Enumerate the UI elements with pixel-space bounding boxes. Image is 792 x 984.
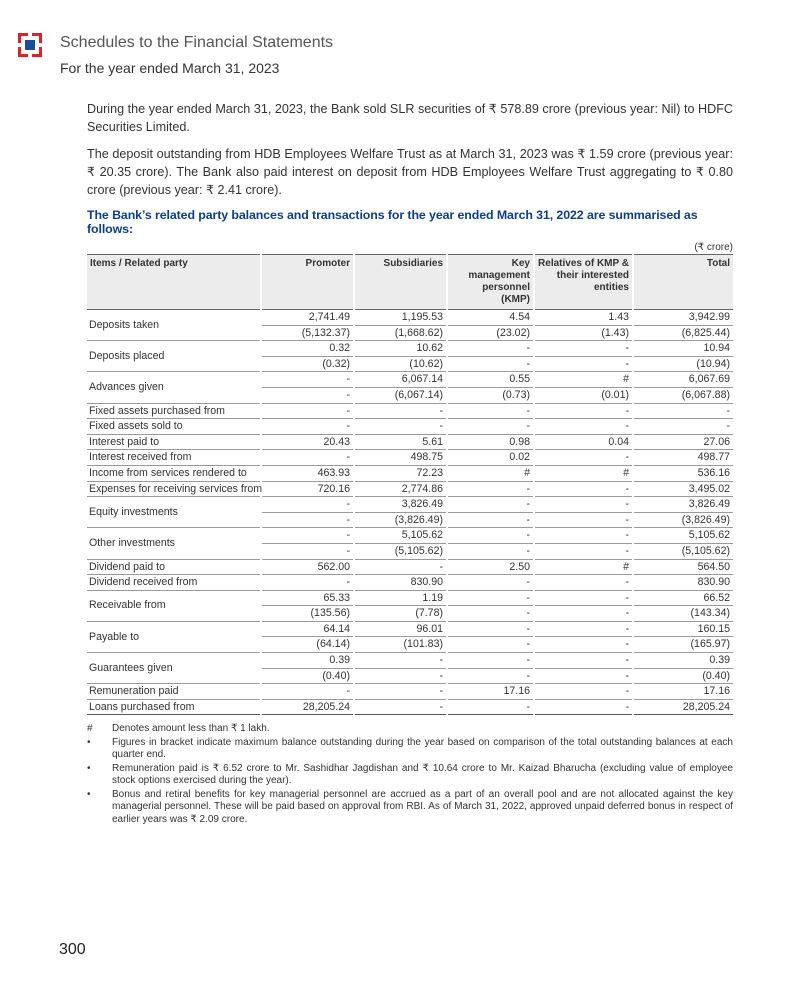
- table-cell: -: [447, 606, 534, 622]
- footnotes: [87, 723, 733, 826]
- table-cell: 66.52: [633, 590, 733, 606]
- table-row: [87, 465, 733, 481]
- table-cell: 830.90: [354, 575, 447, 591]
- table-row: [87, 450, 733, 466]
- column-header: Key management personnel (KMP): [447, 255, 534, 310]
- table-cell: -: [447, 512, 534, 528]
- table-cell: -: [261, 543, 354, 559]
- table-row: [87, 575, 733, 591]
- table-cell: (10.94): [633, 356, 733, 372]
- table-cell: -: [633, 419, 733, 435]
- table-cell: (0.40): [633, 668, 733, 684]
- row-label: Remuneration paid: [87, 684, 261, 700]
- footnote: [87, 763, 733, 788]
- table-cell: 27.06: [633, 434, 733, 450]
- column-header: Total: [633, 255, 733, 310]
- table-cell: 72.23: [354, 465, 447, 481]
- row-label: Guarantees given: [87, 653, 261, 684]
- table-cell: 17.16: [633, 684, 733, 700]
- table-cell: 28,205.24: [261, 699, 354, 715]
- table-cell: (5,105.62): [633, 543, 733, 559]
- table-cell: -: [534, 668, 633, 684]
- table-cell: -: [534, 403, 633, 419]
- table-header-row: [87, 255, 733, 310]
- main-content: [87, 100, 733, 827]
- table-cell: -: [354, 684, 447, 700]
- row-label: Expenses for receiving services from: [87, 481, 261, 497]
- table-cell: (6,067.88): [633, 387, 733, 403]
- table-row: [87, 341, 733, 357]
- table-cell: 0.04: [534, 434, 633, 450]
- table-cell: 6,067.14: [354, 372, 447, 388]
- table-cell: -: [447, 528, 534, 544]
- table-cell: (143.34): [633, 606, 733, 622]
- column-header: Subsidiaries: [354, 255, 447, 310]
- table-cell: 0.55: [447, 372, 534, 388]
- footnote: [87, 737, 733, 762]
- table-cell: #: [534, 465, 633, 481]
- table-cell: (23.02): [447, 325, 534, 341]
- column-header: Promoter: [261, 255, 354, 310]
- footnote-text: Denotes amount less than ₹ 1 lakh.: [112, 723, 270, 735]
- table-cell: 0.39: [261, 653, 354, 669]
- table-cell: 1.19: [354, 590, 447, 606]
- footnote-symbol: •: [87, 736, 91, 748]
- table-cell: (0.73): [447, 387, 534, 403]
- table-cell: #: [534, 372, 633, 388]
- row-label: Payable to: [87, 621, 261, 652]
- table-row: [87, 621, 733, 637]
- row-label: Interest received from: [87, 450, 261, 466]
- table-cell: -: [261, 497, 354, 513]
- table-cell: -: [534, 419, 633, 435]
- footnote-symbol: #: [87, 723, 93, 735]
- row-label: Dividend paid to: [87, 559, 261, 575]
- table-cell: -: [447, 699, 534, 715]
- table-cell: -: [261, 450, 354, 466]
- row-label: Other investments: [87, 528, 261, 559]
- table-cell: -: [447, 403, 534, 419]
- table-cell: #: [534, 559, 633, 575]
- table-cell: (101.83): [354, 637, 447, 653]
- table-cell: -: [261, 387, 354, 403]
- page-number: 300: [59, 941, 86, 958]
- table-cell: 28,205.24: [633, 699, 733, 715]
- table-cell: (0.01): [534, 387, 633, 403]
- table-cell: -: [534, 497, 633, 513]
- table-cell: (0.40): [261, 668, 354, 684]
- table-cell: -: [261, 419, 354, 435]
- table-cell: -: [447, 575, 534, 591]
- footnote: [87, 789, 733, 827]
- table-cell: -: [354, 559, 447, 575]
- table-cell: -: [534, 512, 633, 528]
- table-cell: -: [534, 621, 633, 637]
- table-cell: 830.90: [633, 575, 733, 591]
- table-cell: #: [447, 465, 534, 481]
- table-cell: -: [354, 403, 447, 419]
- footnote-text: Bonus and retiral benefits for key managerial personnel are accrued as a part of an overall pool and are not allocated against the key managerial personnel. These will be paid based on approval from RBI. As of March 31, 2022, approved unpaid deferred bonus in respect of earlier years was ₹ 2.09 crore.: [112, 788, 733, 825]
- table-cell: -: [447, 668, 534, 684]
- table-cell: 10.62: [354, 341, 447, 357]
- table-cell: 2,741.49: [261, 310, 354, 326]
- table-cell: -: [354, 419, 447, 435]
- table-cell: -: [534, 341, 633, 357]
- table-cell: 5,105.62: [633, 528, 733, 544]
- table-cell: 498.77: [633, 450, 733, 466]
- table-row: [87, 497, 733, 513]
- table-cell: -: [261, 528, 354, 544]
- table-cell: 564.50: [633, 559, 733, 575]
- paragraph: The deposit outstanding from HDB Employees Welfare Trust as at March 31, 2023 was ₹ 1.59 crore (previous year: ₹ 20.35 crore). The Bank also paid interest on deposit from HDB Employees Welfare Trust aggregating to ₹ 0.80 crore (previous year: ₹ 2.41 crore).: [87, 147, 733, 197]
- table-cell: (165.97): [633, 637, 733, 653]
- row-label: Advances given: [87, 372, 261, 403]
- table-cell: -: [534, 481, 633, 497]
- table-cell: 562.00: [261, 559, 354, 575]
- table-cell: -: [447, 497, 534, 513]
- table-cell: -: [354, 668, 447, 684]
- table-cell: 1,195.53: [354, 310, 447, 326]
- table-cell: 5.61: [354, 434, 447, 450]
- table-cell: -: [447, 653, 534, 669]
- table-cell: -: [534, 450, 633, 466]
- table-row: [87, 481, 733, 497]
- table-cell: 4.54: [447, 310, 534, 326]
- table-cell: (3,826.49): [354, 512, 447, 528]
- table-row: [87, 653, 733, 669]
- table-cell: -: [447, 481, 534, 497]
- table-cell: 3,826.49: [633, 497, 733, 513]
- table-cell: -: [447, 637, 534, 653]
- unit-label: (₹ crore): [694, 242, 733, 253]
- row-label: Fixed assets sold to: [87, 419, 261, 435]
- table-cell: 463.93: [261, 465, 354, 481]
- table-cell: -: [354, 699, 447, 715]
- table-body: [87, 310, 733, 715]
- table-row: [87, 590, 733, 606]
- table-cell: (7.78): [354, 606, 447, 622]
- table-cell: (3,826.49): [633, 512, 733, 528]
- table-cell: (5,132.37): [261, 325, 354, 341]
- row-label: Income from services rendered to: [87, 465, 261, 481]
- row-label: Loans purchased from: [87, 699, 261, 715]
- section-heading: The Bank’s related party balances and transactions for the year ended March 31, 2022 are summarised as follows:: [87, 208, 698, 236]
- table-cell: -: [633, 403, 733, 419]
- table-cell: 720.16: [261, 481, 354, 497]
- related-party-table: [87, 254, 733, 715]
- row-label: Fixed assets purchased from: [87, 403, 261, 419]
- bank-logo-icon: [18, 33, 42, 57]
- table-cell: -: [534, 528, 633, 544]
- table-row: [87, 699, 733, 715]
- table-cell: 0.98: [447, 434, 534, 450]
- table-row: [87, 684, 733, 700]
- table-cell: -: [534, 356, 633, 372]
- table-cell: -: [261, 575, 354, 591]
- paragraph: During the year ended March 31, 2023, the Bank sold SLR securities of ₹ 578.89 crore (previous year: Nil) to HDFC Securities Limited.: [87, 102, 733, 134]
- table-cell: (5,105.62): [354, 543, 447, 559]
- footnote: [87, 723, 733, 736]
- table-cell: 17.16: [447, 684, 534, 700]
- table-cell: 0.39: [633, 653, 733, 669]
- row-label: Interest paid to: [87, 434, 261, 450]
- table-cell: -: [447, 419, 534, 435]
- table-cell: (135.56): [261, 606, 354, 622]
- table-cell: (6,067.14): [354, 387, 447, 403]
- table-cell: -: [261, 512, 354, 528]
- table-cell: -: [447, 543, 534, 559]
- table-cell: 498.75: [354, 450, 447, 466]
- table-row: [87, 310, 733, 326]
- table-row: [87, 403, 733, 419]
- table-cell: 3,495.02: [633, 481, 733, 497]
- table-row: [87, 559, 733, 575]
- table-cell: -: [534, 575, 633, 591]
- table-cell: 0.02: [447, 450, 534, 466]
- table-cell: 536.16: [633, 465, 733, 481]
- table-cell: (6,825.44): [633, 325, 733, 341]
- page-title: Schedules to the Financial Statements: [60, 34, 334, 51]
- table-cell: (64.14): [261, 637, 354, 653]
- footnote-symbol: •: [87, 788, 91, 800]
- table-cell: 20.43: [261, 434, 354, 450]
- column-header: Relatives of KMP & their interested entities: [534, 255, 633, 310]
- table-cell: (0.32): [261, 356, 354, 372]
- table-cell: (1,668.62): [354, 325, 447, 341]
- table-cell: 96.01: [354, 621, 447, 637]
- row-label: Receivable from: [87, 590, 261, 621]
- table-cell: (1.43): [534, 325, 633, 341]
- table-cell: 0.32: [261, 341, 354, 357]
- table-cell: -: [534, 606, 633, 622]
- table-cell: 3,826.49: [354, 497, 447, 513]
- table-cell: -: [534, 590, 633, 606]
- table-cell: -: [534, 699, 633, 715]
- table-row: [87, 372, 733, 388]
- column-header: Items / Related party: [87, 255, 261, 310]
- table-cell: 2.50: [447, 559, 534, 575]
- footnote-text: Figures in bracket indicate maximum balance outstanding during the year based on comparison of the total outstanding balances at each quarter end.: [112, 736, 733, 761]
- row-label: Deposits placed: [87, 341, 261, 372]
- table-cell: 64.14: [261, 621, 354, 637]
- table-cell: -: [534, 543, 633, 559]
- table-row: [87, 434, 733, 450]
- table-cell: 1.43: [534, 310, 633, 326]
- table-cell: 5,105.62: [354, 528, 447, 544]
- table-cell: -: [261, 684, 354, 700]
- table-row: [87, 528, 733, 544]
- page-subtitle: For the year ended March 31, 2023: [60, 60, 280, 76]
- table-cell: -: [447, 621, 534, 637]
- table-cell: 160.15: [633, 621, 733, 637]
- table-cell: -: [354, 653, 447, 669]
- table-cell: -: [261, 403, 354, 419]
- table-cell: -: [447, 356, 534, 372]
- table-cell: 6,067.69: [633, 372, 733, 388]
- table-cell: 10.94: [633, 341, 733, 357]
- table-cell: -: [534, 684, 633, 700]
- table-cell: 3,942.99: [633, 310, 733, 326]
- footnote-text: Remuneration paid is ₹ 6.52 crore to Mr. Sashidhar Jagdishan and ₹ 10.64 crore to Mr. Kaizad Bharucha (excluding value of employee stock options exercised during the year).: [112, 762, 733, 787]
- table-row: [87, 419, 733, 435]
- table-cell: -: [447, 590, 534, 606]
- table-cell: -: [534, 653, 633, 669]
- footnote-symbol: •: [87, 762, 91, 774]
- row-label: Equity investments: [87, 497, 261, 528]
- table-cell: -: [261, 372, 354, 388]
- table-cell: -: [534, 637, 633, 653]
- row-label: Deposits taken: [87, 310, 261, 341]
- table-cell: -: [447, 341, 534, 357]
- table-cell: (10.62): [354, 356, 447, 372]
- table-cell: 2,774.86: [354, 481, 447, 497]
- row-label: Dividend received from: [87, 575, 261, 591]
- table-cell: 65.33: [261, 590, 354, 606]
